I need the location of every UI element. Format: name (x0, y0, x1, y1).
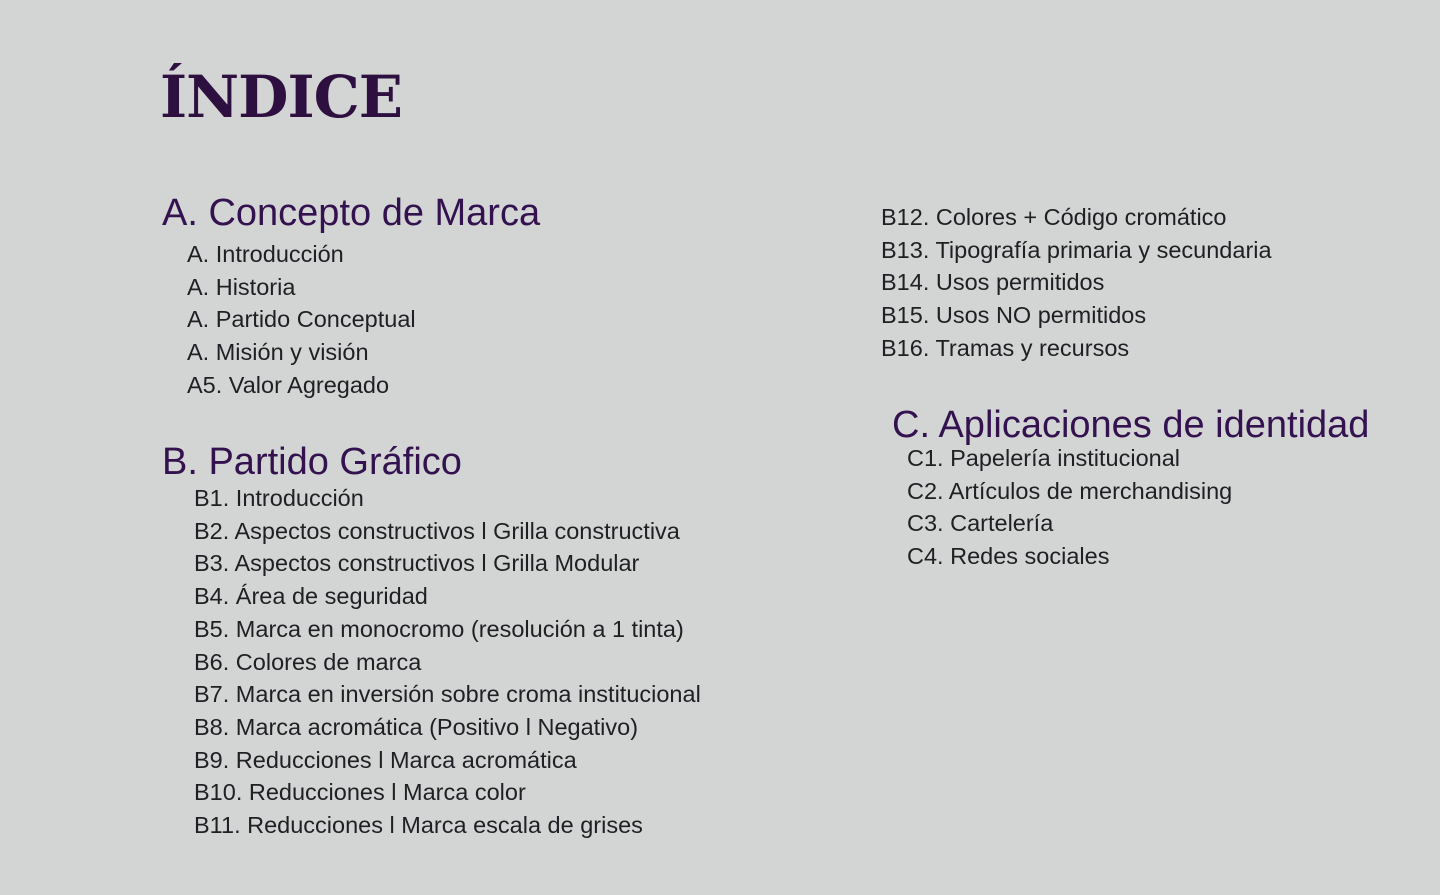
index-entry: B9. Reducciones l Marca acromática (194, 746, 577, 773)
index-entry: B2. Aspectos constructivos l Grilla constructiva (194, 517, 680, 544)
index-entry: B10. Reducciones l Marca color (194, 779, 526, 806)
index-entry: B11. Reducciones l Marca escala de grises (194, 812, 643, 839)
section-partido-grafico-continued (881, 201, 1272, 365)
section-items (187, 238, 540, 402)
section-aplicaciones-de-identidad (892, 402, 1369, 573)
index-entry: A. Partido Conceptual (187, 306, 416, 333)
section-heading: A. Concepto de Marca (162, 192, 541, 234)
index-entry: B14. Usos permitidos (881, 269, 1105, 296)
index-entry: B16. Tramas y recursos (881, 334, 1130, 361)
index-entry: C4. Redes sociales (907, 543, 1110, 570)
index-entry: A. Misión y visión (187, 339, 369, 366)
index-entry: B12. Colores + Código cromático (881, 204, 1227, 230)
section-items (881, 201, 1272, 365)
section-items (907, 442, 1369, 573)
index-entry: B3. Aspectos constructivos l Grilla Modular (194, 550, 640, 577)
index-entry: B13. Tipografía primaria y secundaria (881, 236, 1272, 263)
index-entry: B15. Usos NO permitidos (881, 302, 1147, 329)
index-entry: B4. Área de seguridad (194, 583, 428, 610)
index-entry: B1. Introducción (194, 485, 364, 511)
index-entry: A5. Valor Agregado (187, 371, 390, 398)
index-entry: A. Historia (187, 273, 296, 300)
index-entry: C2. Artículos de merchandising (907, 477, 1233, 504)
section-partido-grafico (162, 439, 701, 842)
index-entry: A. Introducción (187, 241, 344, 267)
section-concepto-de-marca (162, 190, 540, 402)
section-items (194, 482, 701, 842)
index-entry: B5. Marca en monocromo (resolución a 1 tinta) (194, 615, 684, 642)
section-heading: C. Aplicaciones de identidad (892, 404, 1370, 446)
index-entry: C3. Cartelería (907, 510, 1054, 537)
section-heading: B. Partido Gráfico (162, 441, 462, 483)
index-entry: C1. Papelería institucional (907, 445, 1181, 471)
index-entry: B6. Colores de marca (194, 648, 422, 675)
page-title: ÍNDICE (160, 63, 402, 131)
index-entry: B7. Marca en inversión sobre croma institucional (194, 681, 701, 708)
index-entry: B8. Marca acromática (Positivo l Negativo) (194, 713, 639, 740)
